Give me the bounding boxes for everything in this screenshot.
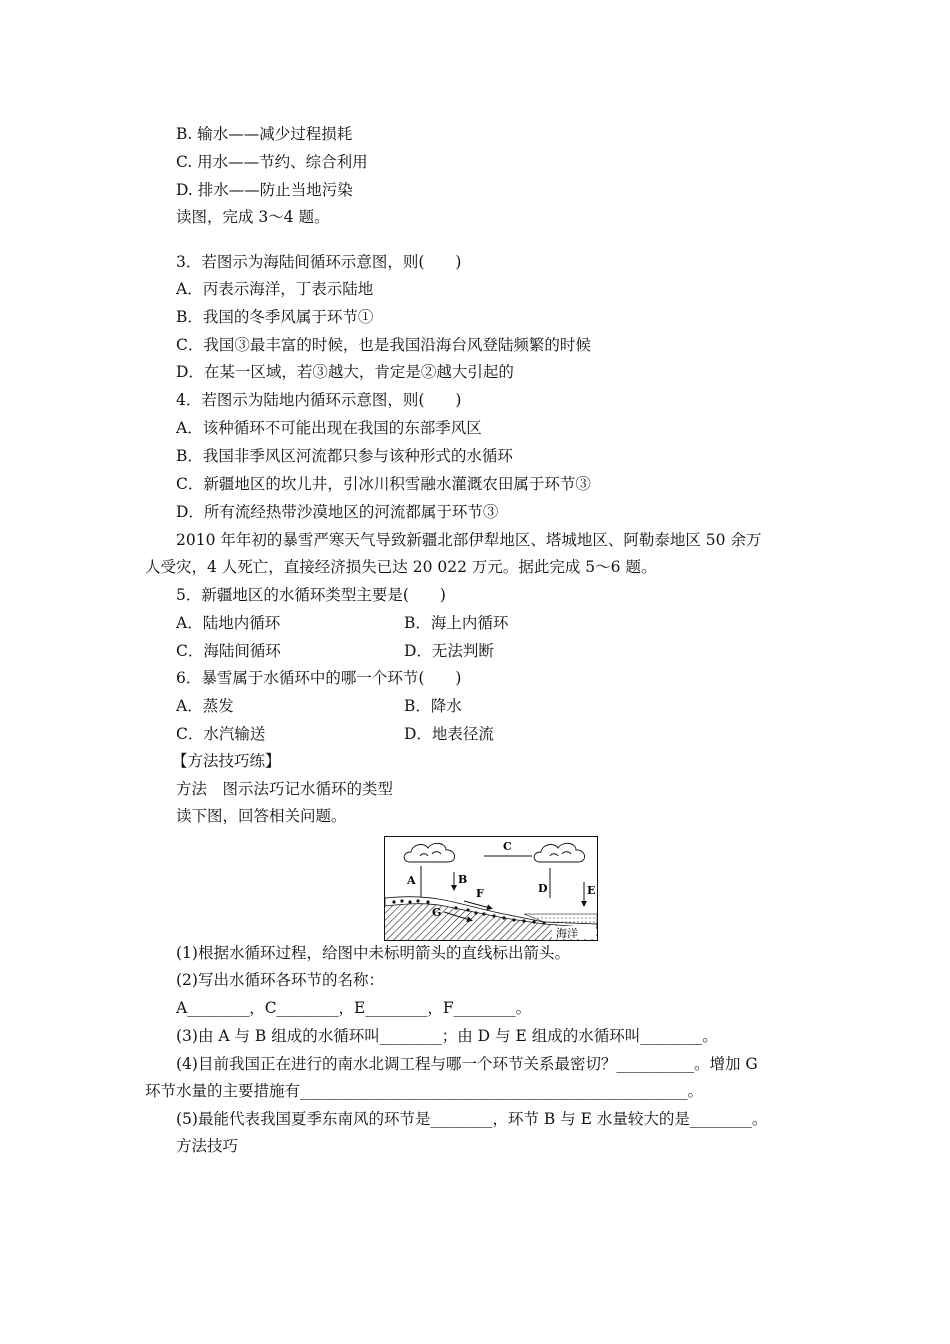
- option-6b: B．降水: [404, 697, 462, 715]
- option-2c: C. 用水——节约、综合利用: [176, 153, 368, 171]
- section-heading: 【方法技巧练】: [172, 752, 281, 770]
- question-4: 4．若图示为陆地内循环示意图，则( ): [176, 391, 462, 409]
- option-6c: C．水汽输送: [176, 725, 266, 743]
- read-figure-instruction: 读下图，回答相关问题。: [176, 807, 347, 825]
- method-title: 方法 图示法巧记水循环的类型: [176, 780, 394, 798]
- option-3d: D．在某一区域，若③越大，肯定是②越大引起的: [176, 363, 514, 381]
- option-3c: C．我国③最丰富的时候，也是我国沿海台风登陆频繁的时候: [176, 336, 591, 354]
- option-6a: A．蒸发: [176, 697, 234, 715]
- label-g: G: [432, 906, 442, 919]
- sub-question-1: (1)根据水循环过程，给图中未标明箭头的直线标出箭头。: [176, 944, 570, 962]
- sub-question-3: (3)由 A 与 B 组成的水循环叫________；由 D 与 E 组成的水循环叫________。: [176, 1027, 718, 1045]
- option-4b: B．我国非季风区河流都只参与该种形式的水循环: [176, 447, 513, 465]
- option-3a: A．丙表示海洋，丁表示陆地: [176, 280, 374, 298]
- option-2b: B. 输水——减少过程损耗: [176, 125, 353, 143]
- sub-question-2: (2)写出水循环各环节的名称：: [176, 971, 384, 989]
- option-5c: C．海陆间循环: [176, 642, 281, 660]
- read-instruction: 读图，完成 3～4 题。: [176, 208, 330, 226]
- ocean-label: 海洋: [556, 927, 578, 940]
- question-3: 3．若图示为海陆间循环示意图，则( ): [176, 253, 462, 271]
- option-5a: A．陆地内循环: [176, 614, 281, 632]
- option-3b: B．我国的冬季风属于环节①: [176, 308, 374, 326]
- label-f: F: [476, 887, 484, 900]
- question-6: 6．暴雪属于水循环中的哪一个环节( ): [176, 669, 462, 687]
- label-b: B: [458, 873, 468, 886]
- option-5b: B．海上内循环: [404, 614, 509, 632]
- label-c: C: [503, 840, 512, 853]
- option-4c: C．新疆地区的坎儿井，引冰川积雪融水灌溉农田属于环节③: [176, 475, 591, 493]
- water-cycle-figure: [384, 836, 598, 941]
- option-4d: D．所有流经热带沙漠地区的河流都属于环节③: [176, 503, 499, 521]
- option-5d: D．无法判断: [404, 642, 494, 660]
- label-d: D: [538, 882, 548, 895]
- sub-question-4: (4)目前我国正在进行的南水北调工程与哪一个环节关系最密切？__________。增加 G: [176, 1055, 758, 1073]
- method-tip-heading: 方法技巧: [176, 1137, 239, 1155]
- option-4a: A．该种循环不可能出现在我国的东部季风区: [176, 419, 482, 437]
- option-2d: D. 排水——防止当地污染: [176, 181, 353, 199]
- question-5: 5．新疆地区的水循环类型主要是( ): [176, 586, 446, 604]
- option-6d: D．地表径流: [404, 725, 494, 743]
- label-e: E: [587, 884, 596, 897]
- label-a: A: [407, 874, 416, 887]
- paragraph-line-2: 人受灾，4 人死亡，直接经济损失已达 20 022 万元。据此完成 5～6 题。: [145, 558, 657, 576]
- sub-question-2-blanks: A________，C________，E________，F________。: [176, 999, 532, 1017]
- paragraph-line-1: 2010 年年初的暴雪严寒天气导致新疆北部伊犁地区、塔城地区、阿勒泰地区 50 余万: [176, 531, 762, 549]
- sub-question-4-cont: 环节水量的主要措施有__________________________________________________。: [145, 1082, 704, 1100]
- sub-question-5: (5)最能代表我国夏季东南风的环节是________，环节 B 与 E 水量较大的是________。: [176, 1110, 768, 1128]
